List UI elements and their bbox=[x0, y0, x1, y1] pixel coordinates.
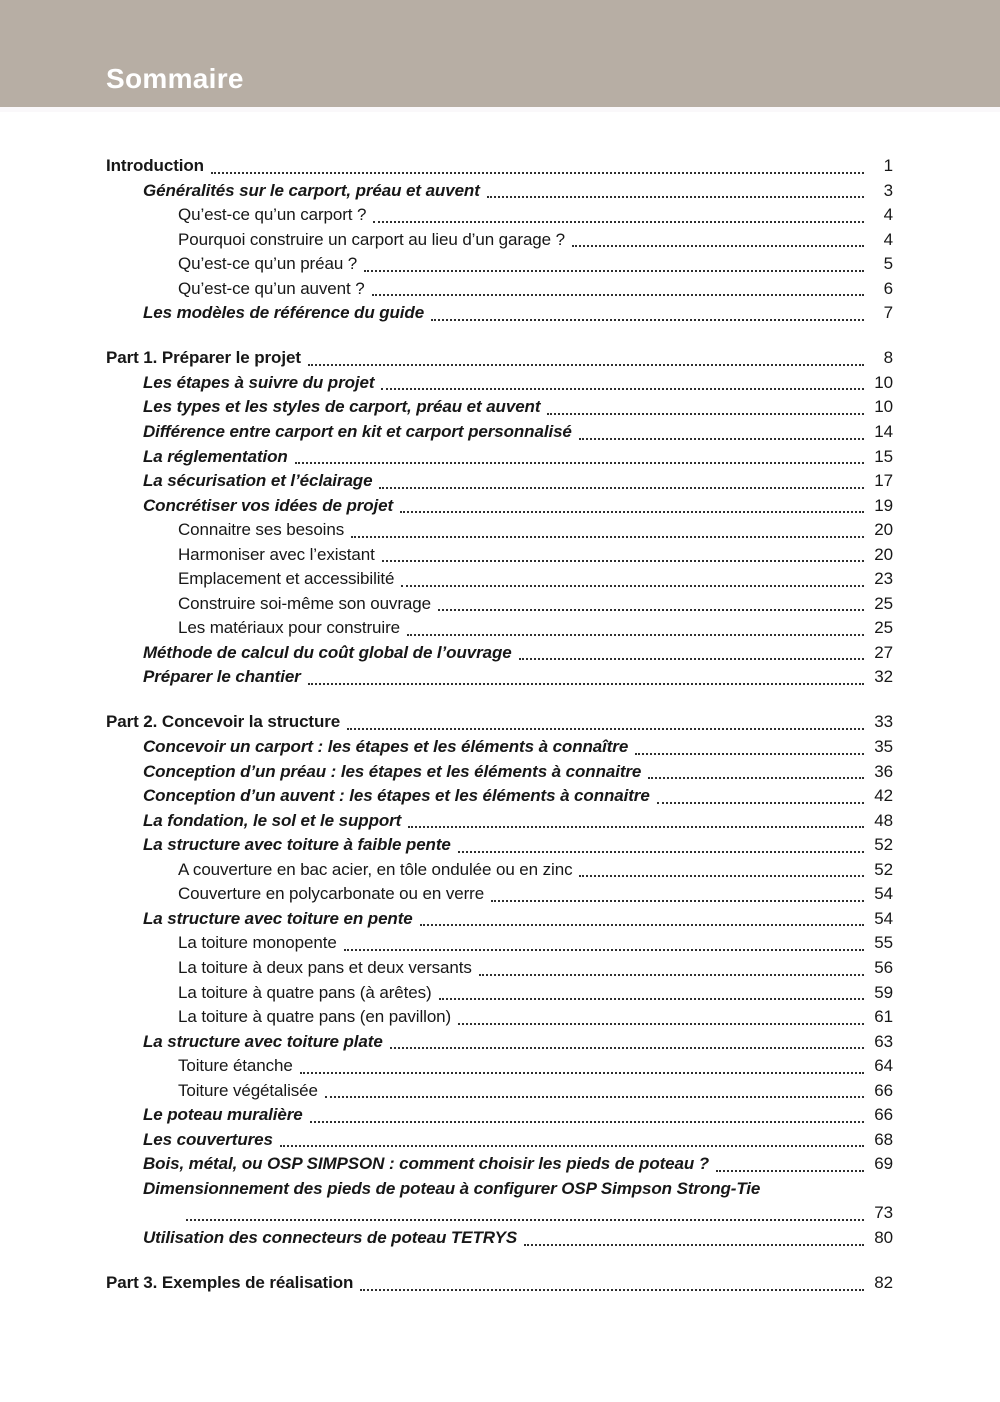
toc-entry bbox=[106, 1271, 893, 1296]
toc-entry bbox=[106, 469, 893, 494]
toc-entry-label: Les matériaux pour construire bbox=[178, 618, 400, 638]
toc-entry-label: Harmoniser avec l’existant bbox=[178, 544, 375, 564]
toc-entry-page: 10 bbox=[874, 372, 893, 392]
dotted-leader bbox=[491, 900, 864, 902]
toc-entry-page: 32 bbox=[874, 667, 893, 687]
toc-entry bbox=[106, 592, 893, 617]
dotted-leader bbox=[657, 802, 864, 804]
toc-entry-page: 80 bbox=[874, 1227, 893, 1247]
toc-entry-page: 23 bbox=[874, 569, 893, 589]
toc-entry-page: 35 bbox=[874, 737, 893, 757]
toc-entry bbox=[106, 445, 893, 470]
toc-entry-page: 4 bbox=[883, 205, 893, 225]
toc-entry-label: Utilisation des connecteurs de poteau TETRYS bbox=[143, 1227, 518, 1247]
toc-entry bbox=[106, 494, 893, 519]
dotted-leader bbox=[487, 196, 864, 198]
dotted-leader bbox=[635, 753, 864, 755]
toc-entry bbox=[106, 981, 893, 1006]
toc-entry-label: Les couvertures bbox=[143, 1129, 273, 1149]
toc-entry-label: Part 2. Concevoir la structure bbox=[106, 712, 341, 732]
toc-entry bbox=[106, 956, 893, 981]
toc-entry-page: 36 bbox=[874, 761, 893, 781]
toc-entry-page: 69 bbox=[874, 1154, 893, 1174]
dotted-leader bbox=[524, 1244, 864, 1246]
toc-entry bbox=[106, 1152, 893, 1177]
toc-entry-label: Bois, métal, ou OSP SIMPSON : comment choisir les pieds de poteau ? bbox=[143, 1154, 710, 1174]
dotted-leader bbox=[325, 1096, 864, 1098]
toc-entry-label: Le poteau muralière bbox=[143, 1105, 303, 1125]
page-header-bar bbox=[0, 0, 1000, 107]
toc-entry bbox=[106, 833, 893, 858]
toc-entry-label: La structure avec toiture plate bbox=[143, 1031, 383, 1051]
toc-entry bbox=[106, 784, 893, 809]
toc-entry-label: Toiture étanche bbox=[178, 1056, 293, 1076]
page-title: Sommaire bbox=[106, 63, 244, 94]
toc-entry bbox=[106, 1030, 893, 1055]
toc-entry-continuation bbox=[106, 1201, 893, 1226]
dotted-leader bbox=[401, 585, 864, 587]
toc-entry bbox=[106, 1226, 893, 1251]
dotted-leader bbox=[308, 683, 864, 685]
toc-entry-label: La toiture à quatre pans (à arêtes) bbox=[178, 982, 432, 1002]
toc-entry-label: Concrétiser vos idées de projet bbox=[143, 495, 394, 515]
dotted-leader bbox=[408, 826, 864, 828]
dotted-leader bbox=[280, 1145, 864, 1147]
dotted-leader bbox=[308, 364, 864, 366]
toc-entry-page: 27 bbox=[874, 642, 893, 662]
toc-entry-page: 56 bbox=[874, 957, 893, 977]
toc-entry-label: Concevoir un carport : les étapes et les éléments à connaître bbox=[143, 737, 629, 757]
toc-entry bbox=[106, 154, 893, 179]
dotted-leader bbox=[547, 413, 864, 415]
toc-entry bbox=[106, 1177, 893, 1202]
toc-entry-page: 8 bbox=[883, 348, 893, 368]
dotted-leader bbox=[579, 438, 864, 440]
toc-entry-label: Qu’est-ce qu’un préau ? bbox=[178, 254, 358, 274]
toc-entry-page: 17 bbox=[874, 471, 893, 491]
toc-entry bbox=[106, 1128, 893, 1153]
toc-entry bbox=[106, 277, 893, 302]
toc-entry-label: La toiture monopente bbox=[178, 933, 337, 953]
toc-entry-label: Les modèles de référence du guide bbox=[143, 303, 425, 323]
toc-entry bbox=[106, 1005, 893, 1030]
toc-entry-label: Les types et les styles de carport, préau et auvent bbox=[143, 397, 541, 417]
toc-entry-label: Conception d’un préau : les étapes et les éléments à connaitre bbox=[143, 761, 642, 781]
toc-entry-page: 66 bbox=[874, 1080, 893, 1100]
toc-entry-label: Part 3. Exemples de réalisation bbox=[106, 1273, 354, 1293]
toc-entry-page: 19 bbox=[874, 495, 893, 515]
toc-entry-page: 6 bbox=[883, 278, 893, 298]
dotted-leader bbox=[379, 487, 864, 489]
toc-entry-label: Emplacement et accessibilité bbox=[178, 569, 395, 589]
toc-entry-page: 82 bbox=[874, 1273, 893, 1293]
toc-entry-label: Qu’est-ce qu’un carport ? bbox=[178, 205, 367, 225]
toc-entry-page: 66 bbox=[874, 1105, 893, 1125]
toc-entry-label: Conception d’un auvent : les étapes et les éléments à connaitre bbox=[143, 786, 650, 806]
toc-entry-page: 48 bbox=[874, 810, 893, 830]
toc-entry-label: Connaitre ses besoins bbox=[178, 520, 345, 540]
toc-entry bbox=[106, 371, 893, 396]
toc-entry bbox=[106, 735, 893, 760]
toc-entry-label: La toiture à deux pans et deux versants bbox=[178, 957, 472, 977]
dotted-leader bbox=[360, 1289, 864, 1291]
toc-entry bbox=[106, 346, 893, 371]
toc-entry-label: Différence entre carport en kit et carport personnalisé bbox=[143, 421, 572, 441]
toc-entry-label: La sécurisation et l’éclairage bbox=[143, 471, 373, 491]
toc-entry-label: Méthode de calcul du coût global de l’ouvrage bbox=[143, 642, 512, 662]
toc-entry-page: 73 bbox=[874, 1203, 893, 1223]
toc-entry-page: 10 bbox=[874, 397, 893, 417]
toc-entry-page: 54 bbox=[874, 884, 893, 904]
toc-entry-page: 20 bbox=[874, 544, 893, 564]
toc-entry-label: Introduction bbox=[106, 156, 204, 175]
toc-entry-page: 15 bbox=[874, 446, 893, 466]
toc-entry bbox=[106, 228, 893, 253]
dotted-leader bbox=[519, 658, 864, 660]
dotted-leader bbox=[479, 974, 864, 976]
toc-entry-page: 68 bbox=[874, 1129, 893, 1149]
toc-entry bbox=[106, 809, 893, 834]
dotted-leader bbox=[439, 998, 864, 1000]
toc-entry bbox=[106, 1054, 893, 1079]
toc-entry bbox=[106, 882, 893, 907]
toc-entry-label: La toiture à quatre pans (en pavillon) bbox=[178, 1007, 452, 1027]
toc-entry-page: 1 bbox=[883, 156, 893, 175]
toc-entry-label: Part 1. Préparer le projet bbox=[106, 348, 301, 368]
dotted-leader bbox=[381, 388, 864, 390]
dotted-leader bbox=[295, 462, 864, 464]
dotted-leader bbox=[186, 1219, 864, 1221]
dotted-leader bbox=[382, 560, 864, 562]
dotted-leader bbox=[211, 172, 864, 174]
toc-entry bbox=[106, 710, 893, 735]
toc-entry-page: 52 bbox=[874, 835, 893, 855]
toc-entry bbox=[106, 1103, 893, 1128]
dotted-leader bbox=[351, 536, 864, 538]
toc-entry-page: 61 bbox=[874, 1007, 893, 1027]
dotted-leader bbox=[310, 1121, 864, 1123]
toc-entry bbox=[106, 567, 893, 592]
toc-entry bbox=[106, 203, 893, 228]
dotted-leader bbox=[347, 728, 864, 730]
toc-entry-page: 64 bbox=[874, 1056, 893, 1076]
toc-entry bbox=[106, 252, 893, 277]
dotted-leader bbox=[579, 875, 864, 877]
dotted-leader bbox=[400, 511, 864, 513]
toc-entry-label: Les étapes à suivre du projet bbox=[143, 372, 375, 392]
toc-entry-page: 4 bbox=[883, 229, 893, 249]
toc-entry-page: 63 bbox=[874, 1031, 893, 1051]
toc-entry-label: Construire soi-même son ouvrage bbox=[178, 593, 431, 613]
dotted-leader bbox=[420, 924, 864, 926]
toc-entry bbox=[106, 1079, 893, 1104]
toc-entry-page: 54 bbox=[874, 908, 893, 928]
toc-entry-page: 59 bbox=[874, 982, 893, 1002]
toc-entry-label: La structure avec toiture à faible pente bbox=[143, 835, 451, 855]
dotted-leader bbox=[364, 270, 864, 272]
toc-entry-page: 33 bbox=[874, 712, 893, 732]
toc-entry bbox=[106, 395, 893, 420]
toc-entry-label: Préparer le chantier bbox=[143, 667, 301, 687]
toc-entry bbox=[106, 858, 893, 883]
toc-entry bbox=[106, 420, 893, 445]
dotted-leader bbox=[458, 851, 864, 853]
dotted-leader bbox=[572, 245, 864, 247]
toc-entry-page: 42 bbox=[874, 786, 893, 806]
dotted-leader bbox=[373, 221, 864, 223]
toc-entry-page: 55 bbox=[874, 933, 893, 953]
toc-entry bbox=[106, 301, 893, 326]
toc-entry bbox=[106, 518, 893, 543]
toc-entry bbox=[106, 665, 893, 690]
toc-entry-label: A couverture en bac acier, en tôle ondulée ou en zinc bbox=[178, 859, 573, 879]
toc-entry-page: 20 bbox=[874, 520, 893, 540]
toc-entry-label: Pourquoi construire un carport au lieu d’un garage ? bbox=[178, 229, 565, 249]
toc-entry bbox=[106, 907, 893, 932]
dotted-leader bbox=[431, 319, 864, 321]
toc-entry bbox=[106, 641, 893, 666]
toc-entry bbox=[106, 760, 893, 785]
toc-entry-page: 52 bbox=[874, 859, 893, 879]
toc-entry-label: Dimensionnement des pieds de poteau à configurer OSP Simpson Strong-Tie bbox=[143, 1178, 761, 1198]
dotted-leader bbox=[344, 949, 864, 951]
toc-list bbox=[0, 112, 1000, 1296]
toc-entry bbox=[106, 616, 893, 641]
toc-entry-label: Toiture végétalisée bbox=[178, 1080, 318, 1100]
toc-entry-label: Couverture en polycarbonate ou en verre bbox=[178, 884, 485, 904]
toc-entry bbox=[106, 179, 893, 204]
toc-entry-page: 3 bbox=[883, 180, 893, 200]
dotted-leader bbox=[390, 1047, 864, 1049]
dotted-leader bbox=[407, 634, 864, 636]
toc-entry-label: La structure avec toiture en pente bbox=[143, 908, 413, 928]
toc-entry-page: 25 bbox=[874, 618, 893, 638]
dotted-leader bbox=[716, 1170, 864, 1172]
dotted-leader bbox=[300, 1072, 864, 1074]
toc-entry-label: La fondation, le sol et le support bbox=[143, 810, 402, 830]
toc-entry-page: 7 bbox=[883, 303, 893, 323]
toc-entry-page: 25 bbox=[874, 593, 893, 613]
dotted-leader bbox=[372, 294, 864, 296]
toc-entry-label: Qu’est-ce qu’un auvent ? bbox=[178, 278, 365, 298]
toc-entry bbox=[106, 543, 893, 568]
toc-entry-label: La réglementation bbox=[143, 446, 288, 466]
dotted-leader bbox=[438, 609, 864, 611]
toc-entry-page: 14 bbox=[874, 421, 893, 441]
dotted-leader bbox=[458, 1023, 864, 1025]
toc-entry bbox=[106, 931, 893, 956]
dotted-leader bbox=[648, 777, 864, 779]
toc-entry-page: 5 bbox=[883, 254, 893, 274]
toc-entry-label: Généralités sur le carport, préau et auvent bbox=[143, 180, 480, 200]
